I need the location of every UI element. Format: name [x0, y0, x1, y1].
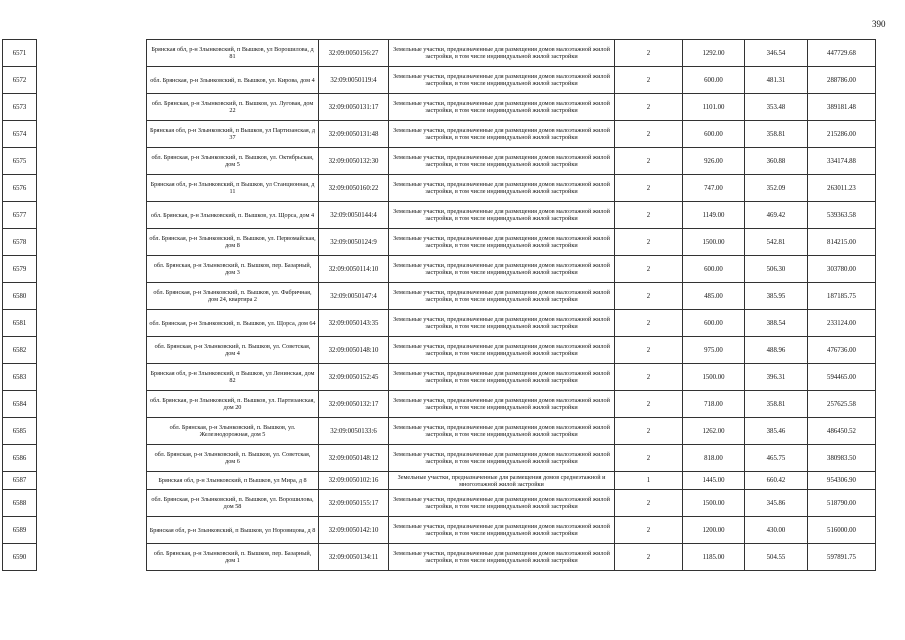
table-body	[3, 40, 876, 571]
area-cell: 600.00	[683, 256, 745, 283]
land-use-cell: Земельные участки, предназначенные для размещения домов малоэтажной жилой застройки, в том числе индивидуальной жилой застройки	[389, 283, 615, 310]
category-code-cell: 2	[615, 445, 683, 472]
row-number-cell: 6587	[3, 472, 37, 490]
blank-gap-cell	[37, 121, 147, 148]
land-use-cell: Земельные участки, предназначенные для размещения домов малоэтажной жилой застройки, в том числе индивидуальной жилой застройки	[389, 229, 615, 256]
land-use-cell: Земельные участки, предназначенные для размещения домов малоэтажной жилой застройки, в том числе индивидуальной жилой застройки	[389, 310, 615, 337]
area-cell: 1292.00	[683, 40, 745, 67]
cadastral-number-cell: 32:09:0050160:22	[319, 175, 389, 202]
table-row	[3, 472, 876, 490]
area-cell: 600.00	[683, 121, 745, 148]
land-use-cell: Земельные участки, предназначенные для размещения домов малоэтажной жилой застройки, в том числе индивидуальной жилой застройки	[389, 94, 615, 121]
blank-gap-cell	[37, 544, 147, 571]
blank-gap-cell	[37, 364, 147, 391]
blank-gap-cell	[37, 40, 147, 67]
page-number: 390	[872, 19, 886, 29]
cadastral-value-cell: 486450.52	[808, 418, 876, 445]
table-row	[3, 202, 876, 229]
specific-value-cell: 358.81	[745, 391, 808, 418]
category-code-cell: 2	[615, 364, 683, 391]
category-code-cell: 2	[615, 148, 683, 175]
area-cell: 1500.00	[683, 229, 745, 256]
land-use-cell: Земельные участки, предназначенные для размещения домов малоэтажной жилой застройки, в том числе индивидуальной жилой застройки	[389, 490, 615, 517]
cadastral-number-cell: 32:09:0050114:10	[319, 256, 389, 283]
blank-gap-cell	[37, 256, 147, 283]
land-use-cell: Земельные участки, предназначенные для размещения домов малоэтажной жилой застройки, в том числе индивидуальной жилой застройки	[389, 445, 615, 472]
row-number-cell: 6589	[3, 517, 37, 544]
blank-gap-cell	[37, 337, 147, 364]
address-cell: обл. Брянская, р-н Злынковский, п. Вышков, ул. Первомайская, дом 8	[147, 229, 319, 256]
category-code-cell: 2	[615, 517, 683, 544]
cadastral-value-cell: 597891.75	[808, 544, 876, 571]
address-cell: обл. Брянская, р-н Злынковский, п. Вышков, ул. Советская, дом 4	[147, 337, 319, 364]
row-number-cell: 6577	[3, 202, 37, 229]
land-use-cell: Земельные участки, предназначенные для размещения домов малоэтажной жилой застройки, в том числе индивидуальной жилой застройки	[389, 67, 615, 94]
cadastral-value-cell: 516000.00	[808, 517, 876, 544]
cadastral-value-cell: 380983.50	[808, 445, 876, 472]
category-code-cell: 2	[615, 67, 683, 94]
cadastral-number-cell: 32:09:0050148:10	[319, 337, 389, 364]
area-cell: 1101.00	[683, 94, 745, 121]
area-cell: 1200.00	[683, 517, 745, 544]
address-cell: обл. Брянская, р-н Злынковский, п. Вышков, ул. Фабричная, дом 24, квартира 2	[147, 283, 319, 310]
blank-gap-cell	[37, 517, 147, 544]
land-use-cell: Земельные участки, предназначенные для размещения домов малоэтажной жилой застройки, в том числе индивидуальной жилой застройки	[389, 364, 615, 391]
category-code-cell: 2	[615, 544, 683, 571]
row-number-cell: 6575	[3, 148, 37, 175]
specific-value-cell: 481.31	[745, 67, 808, 94]
cadastral-value-cell: 257625.58	[808, 391, 876, 418]
specific-value-cell: 360.88	[745, 148, 808, 175]
cadastral-value-cell: 187185.75	[808, 283, 876, 310]
cadastral-value-cell: 303780.00	[808, 256, 876, 283]
table-row	[3, 445, 876, 472]
row-number-cell: 6580	[3, 283, 37, 310]
area-cell: 1500.00	[683, 364, 745, 391]
address-cell: обл. Брянская, р-н Злынковский, п. Вышков, ул. Ворошилова, дом 58	[147, 490, 319, 517]
cadastral-value-cell: 389181.48	[808, 94, 876, 121]
land-use-cell: Земельные участки, предназначенные для размещения домов малоэтажной жилой застройки, в том числе индивидуальной жилой застройки	[389, 175, 615, 202]
cadastral-value-cell: 594465.00	[808, 364, 876, 391]
table-row	[3, 40, 876, 67]
row-number-cell: 6578	[3, 229, 37, 256]
address-cell: обл. Брянская, р-н Злынковский, п. Вышков, пер. Базарный, дом 1	[147, 544, 319, 571]
table-row	[3, 517, 876, 544]
address-cell: обл. Брянская, р-н Злынковский, п. Вышков, ул. Щорса, дом 64	[147, 310, 319, 337]
table-row	[3, 67, 876, 94]
specific-value-cell: 506.30	[745, 256, 808, 283]
table-row	[3, 94, 876, 121]
address-cell: обл. Брянская, р-н Злынковский, п. Вышков, пер. Базарный, дом 3	[147, 256, 319, 283]
cadastral-value-cell: 476736.00	[808, 337, 876, 364]
land-use-cell: Земельные участки, предназначенные для размещения домов малоэтажной жилой застройки, в том числе индивидуальной жилой застройки	[389, 148, 615, 175]
category-code-cell: 2	[615, 256, 683, 283]
cadastral-number-cell: 32:09:0050147:4	[319, 283, 389, 310]
cadastral-number-cell: 32:09:0050156:27	[319, 40, 389, 67]
row-number-cell: 6576	[3, 175, 37, 202]
area-cell: 1185.00	[683, 544, 745, 571]
cadastral-value-cell: 954306.90	[808, 472, 876, 490]
table-row	[3, 364, 876, 391]
cadastral-value-cell: 215286.00	[808, 121, 876, 148]
blank-gap-cell	[37, 148, 147, 175]
specific-value-cell: 542.81	[745, 229, 808, 256]
cadastral-value-cell: 518790.00	[808, 490, 876, 517]
address-cell: обл. Брянская, р-н Злынковский, п. Вышков, ул. Луговая, дом 22	[147, 94, 319, 121]
blank-gap-cell	[37, 391, 147, 418]
address-cell: Брянская обл, р-н Злынковский, п Вышков, ул Норовицова, д 8	[147, 517, 319, 544]
cadastral-value-cell: 539363.58	[808, 202, 876, 229]
cadastral-number-cell: 32:09:0050132:30	[319, 148, 389, 175]
specific-value-cell: 469.42	[745, 202, 808, 229]
table-row	[3, 175, 876, 202]
specific-value-cell: 345.86	[745, 490, 808, 517]
cadastral-value-cell: 447729.68	[808, 40, 876, 67]
blank-gap-cell	[37, 418, 147, 445]
row-number-cell: 6588	[3, 490, 37, 517]
land-use-cell: Земельные участки, предназначенные для размещения домов малоэтажной жилой застройки, в том числе индивидуальной жилой застройки	[389, 256, 615, 283]
row-number-cell: 6585	[3, 418, 37, 445]
cadastral-number-cell: 32:09:0050131:17	[319, 94, 389, 121]
land-use-cell: Земельные участки, предназначенные для размещения домов малоэтажной жилой застройки, в том числе индивидуальной жилой застройки	[389, 121, 615, 148]
table-row	[3, 229, 876, 256]
specific-value-cell: 388.54	[745, 310, 808, 337]
area-cell: 600.00	[683, 310, 745, 337]
category-code-cell: 2	[615, 229, 683, 256]
cadastral-value-cell: 233124.00	[808, 310, 876, 337]
blank-gap-cell	[37, 472, 147, 490]
row-number-cell: 6586	[3, 445, 37, 472]
table-row	[3, 148, 876, 175]
area-cell: 818.00	[683, 445, 745, 472]
category-code-cell: 2	[615, 175, 683, 202]
area-cell: 485.00	[683, 283, 745, 310]
address-cell: обл. Брянская, р-н Злынковский, п. Вышков, ул. Партизанская, дом 20	[147, 391, 319, 418]
row-number-cell: 6572	[3, 67, 37, 94]
land-use-cell: Земельные участки, предназначенные для размещения домов малоэтажной жилой застройки, в том числе индивидуальной жилой застройки	[389, 337, 615, 364]
blank-gap-cell	[37, 94, 147, 121]
cadastral-number-cell: 32:09:0050119:4	[319, 67, 389, 94]
row-number-cell: 6584	[3, 391, 37, 418]
table-row	[3, 337, 876, 364]
category-code-cell: 2	[615, 391, 683, 418]
address-cell: обл. Брянская, р-н Злынковский, п. Вышков, ул. Октябрьская, дом 5	[147, 148, 319, 175]
row-number-cell: 6573	[3, 94, 37, 121]
cadastral-value-cell: 814215.00	[808, 229, 876, 256]
specific-value-cell: 396.31	[745, 364, 808, 391]
category-code-cell: 2	[615, 121, 683, 148]
category-code-cell: 2	[615, 337, 683, 364]
category-code-cell: 2	[615, 202, 683, 229]
land-use-cell: Земельные участки, предназначенные для размещения домов малоэтажной жилой застройки, в том числе индивидуальной жилой застройки	[389, 391, 615, 418]
cadastral-number-cell: 32:09:0050132:17	[319, 391, 389, 418]
cadastral-number-cell: 32:09:0050142:10	[319, 517, 389, 544]
cadastral-value-cell: 288786.00	[808, 67, 876, 94]
table-row	[3, 418, 876, 445]
table-row	[3, 256, 876, 283]
blank-gap-cell	[37, 175, 147, 202]
cadastral-number-cell: 32:09:0050144:4	[319, 202, 389, 229]
area-cell: 926.00	[683, 148, 745, 175]
land-use-cell: Земельные участки, предназначенные для размещения домов малоэтажной жилой застройки, в том числе индивидуальной жилой застройки	[389, 418, 615, 445]
category-code-cell: 2	[615, 283, 683, 310]
specific-value-cell: 353.48	[745, 94, 808, 121]
specific-value-cell: 385.95	[745, 283, 808, 310]
cadastral-number-cell: 32:09:0050148:12	[319, 445, 389, 472]
area-cell: 718.00	[683, 391, 745, 418]
row-number-cell: 6583	[3, 364, 37, 391]
category-code-cell: 2	[615, 310, 683, 337]
row-number-cell: 6582	[3, 337, 37, 364]
cadastral-number-cell: 32:09:0050133:6	[319, 418, 389, 445]
cadastral-number-cell: 32:09:0050155:17	[319, 490, 389, 517]
address-cell: Брянская обл, р-н Злынковский, п Вышков, ул Ленинская, дом 82	[147, 364, 319, 391]
category-code-cell: 1	[615, 472, 683, 490]
category-code-cell: 2	[615, 490, 683, 517]
specific-value-cell: 465.75	[745, 445, 808, 472]
area-cell: 600.00	[683, 67, 745, 94]
area-cell: 1149.00	[683, 202, 745, 229]
land-use-cell: Земельные участки, предназначенные для размещения домов среднеэтажной и многоэтажной жилой застройки	[389, 472, 615, 490]
land-registry-table	[2, 39, 876, 571]
area-cell: 1500.00	[683, 490, 745, 517]
table-row	[3, 310, 876, 337]
address-cell: Брянская обл, р-н Злынковский, п Вышков, ул Станционная, д 11	[147, 175, 319, 202]
address-cell: обл. Брянская, р-н Злынковский, п. Вышков, ул. Кирова, дом 4	[147, 67, 319, 94]
specific-value-cell: 358.81	[745, 121, 808, 148]
blank-gap-cell	[37, 310, 147, 337]
row-number-cell: 6590	[3, 544, 37, 571]
blank-gap-cell	[37, 490, 147, 517]
area-cell: 747.00	[683, 175, 745, 202]
blank-gap-cell	[37, 283, 147, 310]
blank-gap-cell	[37, 67, 147, 94]
specific-value-cell: 504.55	[745, 544, 808, 571]
blank-gap-cell	[37, 202, 147, 229]
cadastral-number-cell: 32:09:0050124:9	[319, 229, 389, 256]
category-code-cell: 2	[615, 418, 683, 445]
specific-value-cell: 346.54	[745, 40, 808, 67]
address-cell: обл. Брянская, р-н Злынковский, п. Вышков, ул. Советская, дом 6	[147, 445, 319, 472]
area-cell: 975.00	[683, 337, 745, 364]
address-cell: обл. Брянская, р-н Злынковский, п. Вышков, ул. Железнодорожная, дом 5	[147, 418, 319, 445]
row-number-cell: 6581	[3, 310, 37, 337]
cadastral-number-cell: 32:09:0050102:16	[319, 472, 389, 490]
cadastral-value-cell: 334174.88	[808, 148, 876, 175]
table-row	[3, 121, 876, 148]
blank-gap-cell	[37, 229, 147, 256]
address-cell: Брянская обл, р-н Злынковский, п Вышков, ул Партизанская, д 37	[147, 121, 319, 148]
cadastral-number-cell: 32:09:0050143:35	[319, 310, 389, 337]
specific-value-cell: 385.46	[745, 418, 808, 445]
specific-value-cell: 660.42	[745, 472, 808, 490]
table-row	[3, 490, 876, 517]
row-number-cell: 6571	[3, 40, 37, 67]
cadastral-number-cell: 32:09:0050131:48	[319, 121, 389, 148]
table-row	[3, 283, 876, 310]
category-code-cell: 2	[615, 94, 683, 121]
row-number-cell: 6579	[3, 256, 37, 283]
specific-value-cell: 430.00	[745, 517, 808, 544]
cadastral-value-cell: 263011.23	[808, 175, 876, 202]
address-cell: обл. Брянская, р-н Злынковский, п. Вышков, ул. Щорса, дом 4	[147, 202, 319, 229]
land-use-cell: Земельные участки, предназначенные для размещения домов малоэтажной жилой застройки, в том числе индивидуальной жилой застройки	[389, 517, 615, 544]
land-use-cell: Земельные участки, предназначенные для размещения домов малоэтажной жилой застройки, в том числе индивидуальной жилой застройки	[389, 40, 615, 67]
land-use-cell: Земельные участки, предназначенные для размещения домов малоэтажной жилой застройки, в том числе индивидуальной жилой застройки	[389, 544, 615, 571]
blank-gap-cell	[37, 445, 147, 472]
specific-value-cell: 488.96	[745, 337, 808, 364]
category-code-cell: 2	[615, 40, 683, 67]
land-use-cell: Земельные участки, предназначенные для размещения домов малоэтажной жилой застройки, в том числе индивидуальной жилой застройки	[389, 202, 615, 229]
address-cell: Брянская обл, р-н Злынковский, п Вышков, ул Ворошилова, д 81	[147, 40, 319, 67]
area-cell: 1262.00	[683, 418, 745, 445]
row-number-cell: 6574	[3, 121, 37, 148]
area-cell: 1445.00	[683, 472, 745, 490]
cadastral-number-cell: 32:09:0050134:11	[319, 544, 389, 571]
cadastral-number-cell: 32:09:0050152:45	[319, 364, 389, 391]
address-cell: Брянская обл, р-н Злынковский, п Вышков, ул Мира, д 8	[147, 472, 319, 490]
specific-value-cell: 352.09	[745, 175, 808, 202]
table-row	[3, 391, 876, 418]
table-row	[3, 544, 876, 571]
